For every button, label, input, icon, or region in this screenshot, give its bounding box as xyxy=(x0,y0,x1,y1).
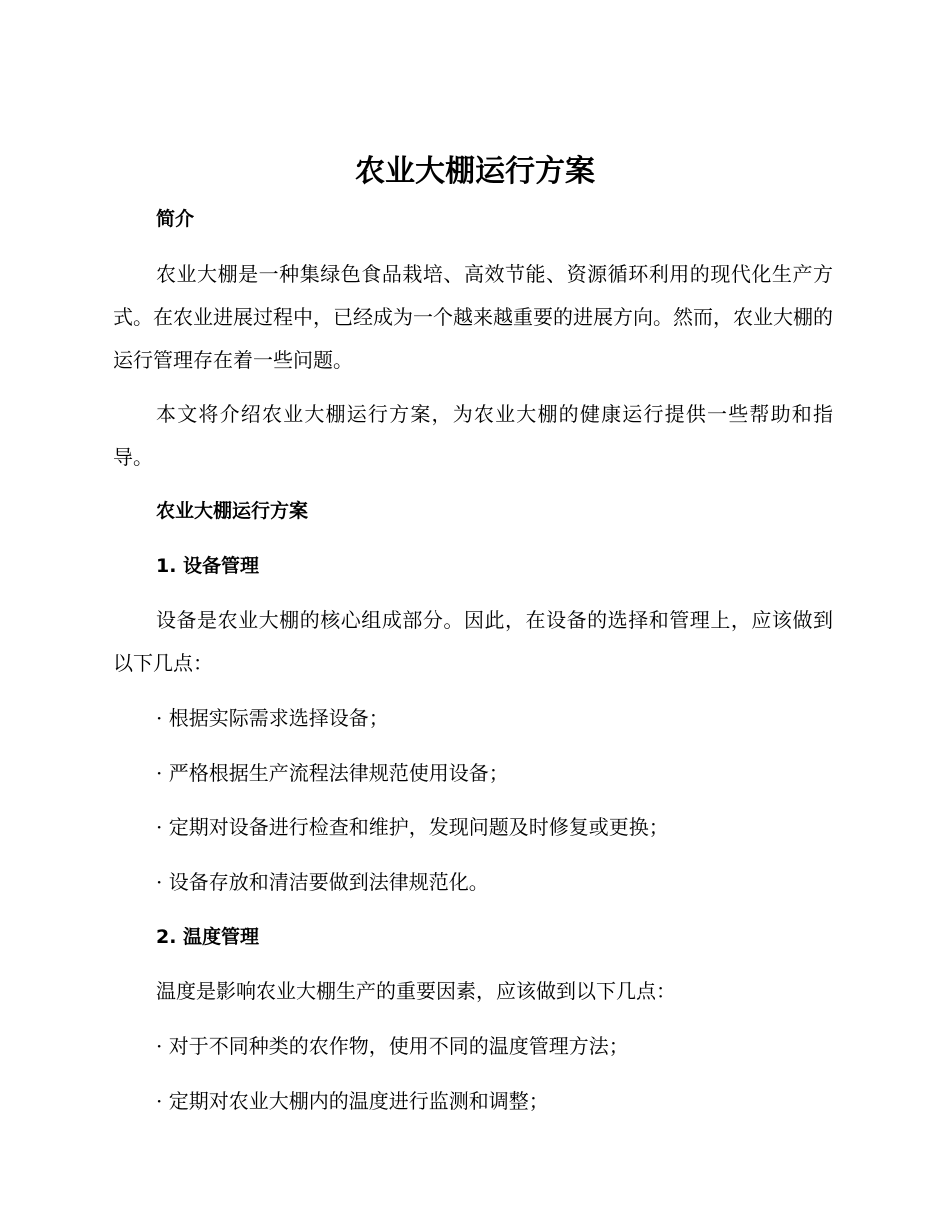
section-1-item-1: · 根据实际需求选择设备； xyxy=(156,706,389,730)
intro-paragraph-1: 农业大棚是一种集绿色食品栽培、高效节能、资源循环利用的现代化生产方式。在农业进展过程中，已经成为一个越来越重要的进展方向。然而，农业大棚的运行管理存在着一些问题。 xyxy=(113,262,833,372)
document-title: 农业大棚运行方案 xyxy=(355,154,595,189)
plan-heading: 农业大棚运行方案 xyxy=(156,500,309,522)
section-1-item-2: · 严格根据生产流程法律规范使用设备； xyxy=(156,761,509,785)
intro-paragraph-2: 本文将介绍农业大棚运行方案，为农业大棚的健康运行提供一些帮助和指导。 xyxy=(113,402,833,469)
intro-heading: 简介 xyxy=(156,208,195,230)
section-2-item-1: · 对于不同种类的农作物，使用不同的温度管理方法； xyxy=(156,1034,629,1058)
section-1-item-4: · 设备存放和清洁要做到法律规范化。 xyxy=(156,870,489,894)
section-1-item-3: · 定期对设备进行检查和维护，发现问题及时修复或更换； xyxy=(156,815,669,839)
section-1-heading: 1. 设备管理 xyxy=(156,555,260,577)
section-2-paragraph: 温度是影响农业大棚生产的重要因素，应该做到以下几点： xyxy=(156,979,676,1003)
section-2-item-2: · 定期对农业大棚内的温度进行监测和调整； xyxy=(156,1089,549,1113)
section-1-paragraph: 设备是农业大棚的核心组成部分。因此，在设备的选择和管理上，应该做到以下几点： xyxy=(113,608,833,675)
section-2-heading: 2. 温度管理 xyxy=(156,926,260,948)
